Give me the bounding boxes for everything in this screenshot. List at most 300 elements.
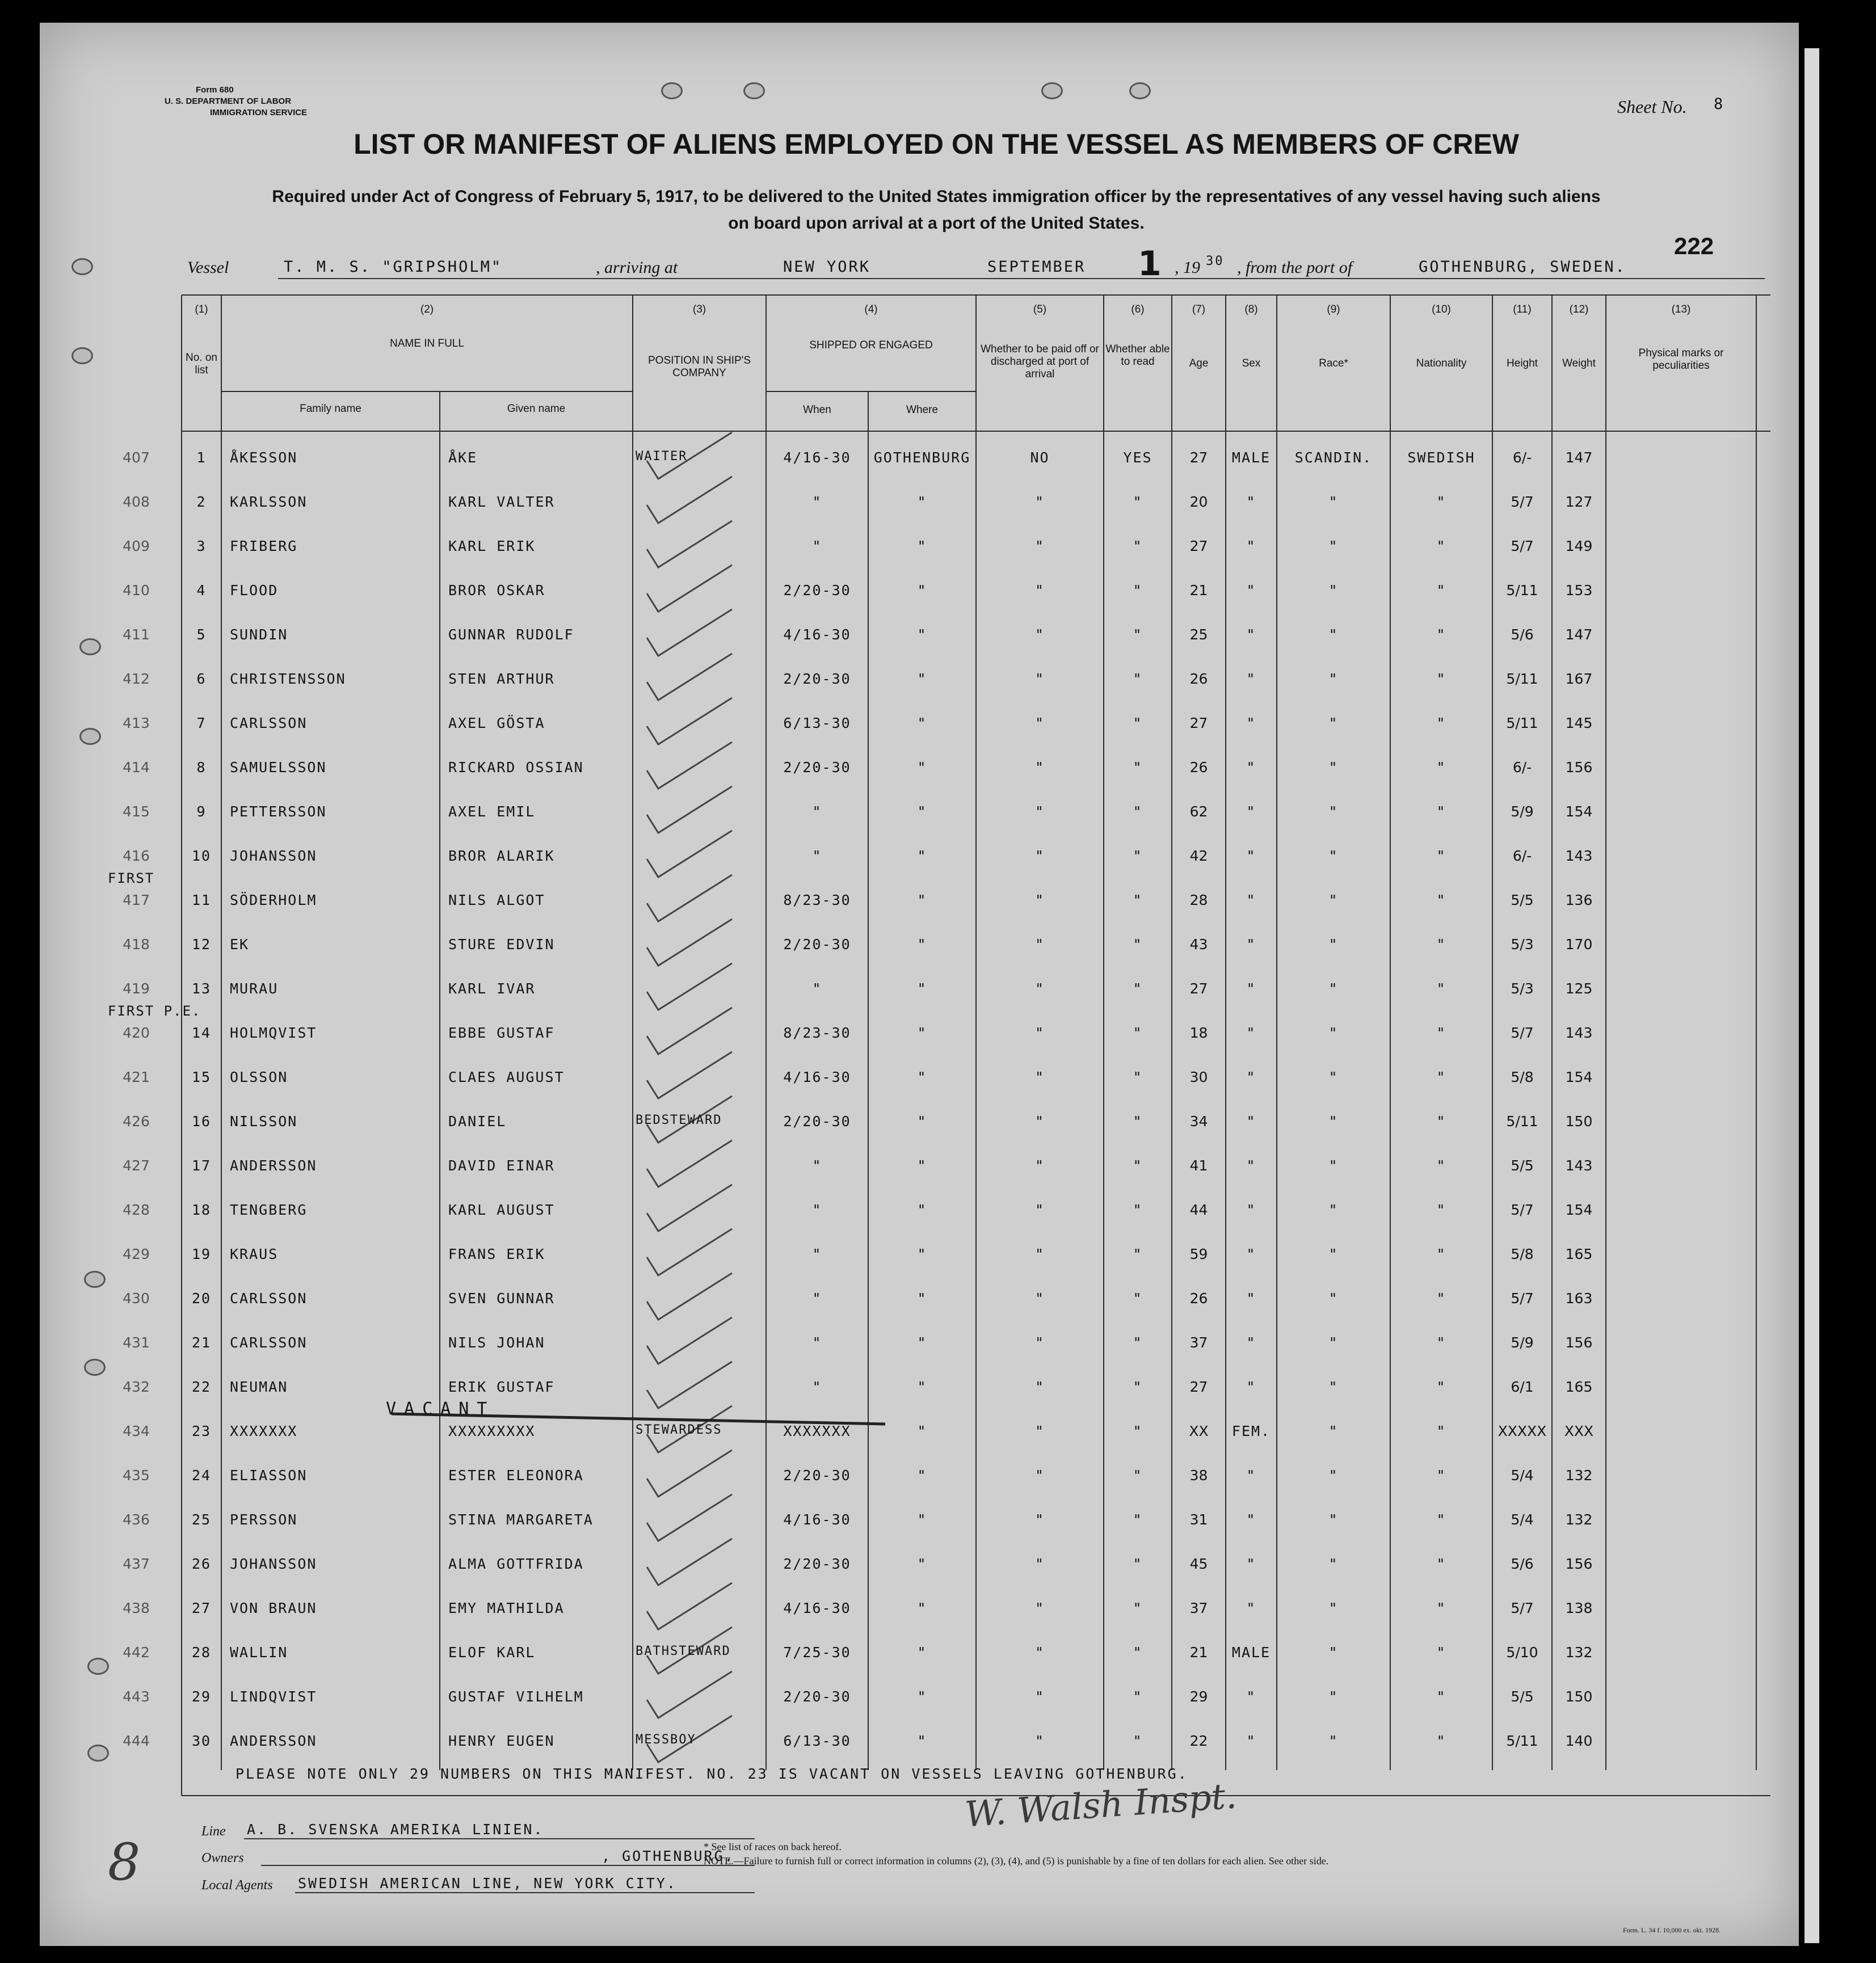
- sex: ": [1246, 1202, 1256, 1218]
- shipped-when: 7/25-30: [783, 1644, 851, 1661]
- shipped-when: 2/20-30: [783, 582, 851, 599]
- sex: ": [1246, 671, 1256, 687]
- arrival-year: 30: [1206, 254, 1225, 268]
- able-to-read: ": [1133, 759, 1143, 776]
- agents-value: SWEDISH AMERICAN LINE, NEW YORK CITY.: [298, 1875, 677, 1892]
- race: ": [1328, 1157, 1339, 1174]
- table-row: [0, 671, 1876, 715]
- age: 41: [1189, 1157, 1208, 1174]
- table-row: [0, 1334, 1876, 1379]
- col-sex: Sex: [1242, 357, 1261, 369]
- weight: 156: [1565, 759, 1593, 776]
- family-name: JOHANSSON: [230, 848, 317, 864]
- table-row: [0, 803, 1876, 848]
- table-row: [0, 1246, 1876, 1290]
- paid-off: ": [1034, 1246, 1045, 1262]
- races-note: * See list of races on back hereof.: [704, 1841, 842, 1852]
- punch-hole: [87, 1745, 109, 1762]
- arrival-month: SEPTEMBER: [987, 258, 1086, 276]
- shipped-where: ": [917, 671, 927, 687]
- line-value: A. B. SVENSKA AMERIKA LINIEN.: [247, 1821, 544, 1838]
- col-13-number: (13): [1671, 304, 1691, 315]
- race: ": [1328, 1113, 1339, 1130]
- ref-number: 442: [123, 1644, 150, 1661]
- nationality: ": [1436, 759, 1446, 776]
- vessel-label: Vessel: [187, 258, 229, 277]
- row-number: 22: [191, 1379, 212, 1395]
- table-row: [0, 980, 1876, 1025]
- able-to-read: ": [1133, 1246, 1143, 1262]
- owners-value: , GOTHENBURG.: [602, 1848, 735, 1864]
- nationality: ": [1436, 892, 1446, 908]
- ref-number: 412: [123, 671, 150, 687]
- given-name: DAVID EINAR: [448, 1157, 555, 1174]
- ref-number: 429: [123, 1246, 150, 1262]
- nationality: ": [1436, 671, 1446, 687]
- paid-off: ": [1034, 1733, 1045, 1749]
- family-name: TENGBERG: [230, 1202, 308, 1218]
- shipped-where: ": [917, 1069, 927, 1085]
- table-row: [0, 1379, 1876, 1423]
- shipped-where: ": [917, 1688, 927, 1705]
- col-3-number: (3): [692, 304, 706, 315]
- sex: ": [1246, 494, 1256, 510]
- shipped-when: 2/20-30: [783, 1467, 851, 1484]
- shipped-where: ": [917, 980, 927, 997]
- row-number: 11: [191, 892, 212, 908]
- sex: MALE: [1231, 1644, 1271, 1661]
- height: 6/-: [1512, 848, 1532, 864]
- height: 5/6: [1511, 626, 1534, 643]
- ref-number: 416: [123, 848, 150, 864]
- nationality: ": [1436, 715, 1446, 731]
- punch-hole: [743, 82, 765, 99]
- shipped-where: ": [917, 1423, 927, 1439]
- family-name: ÅKESSON: [230, 449, 298, 466]
- ref-number: 435: [123, 1467, 150, 1484]
- given-name: NILS JOHAN: [448, 1334, 545, 1351]
- age: 44: [1189, 1202, 1208, 1218]
- given-name: AXEL EMIL: [448, 803, 536, 820]
- row-number: 21: [191, 1334, 212, 1351]
- ref-number: 414: [123, 759, 150, 776]
- age: 27: [1189, 980, 1208, 997]
- ref-number: 434: [123, 1423, 150, 1439]
- family-name: SAMUELSSON: [230, 759, 327, 776]
- ref-number: 418: [123, 936, 150, 953]
- shipped-when: ": [812, 538, 822, 554]
- manifest-note: PLEASE NOTE ONLY 29 NUMBERS ON THIS MANIFEST. NO. 23 IS VACANT ON VESSELS LEAVING GOTHENBURG.: [235, 1766, 1188, 1782]
- nationality: ": [1436, 1290, 1446, 1307]
- age: 27: [1189, 715, 1208, 731]
- paid-off: ": [1034, 1423, 1045, 1439]
- table-row: [0, 936, 1876, 980]
- from-label: , from the port of: [1237, 258, 1353, 277]
- nationality: ": [1436, 1423, 1446, 1439]
- age: 25: [1189, 626, 1208, 643]
- weight: 153: [1565, 582, 1593, 599]
- sex: ": [1246, 715, 1256, 731]
- row-number: 12: [191, 936, 212, 953]
- shipped-when: 2/20-30: [783, 1556, 851, 1572]
- shipped-where: ": [917, 803, 927, 820]
- sex: ": [1246, 1467, 1256, 1484]
- given-name: EMY MATHILDA: [448, 1600, 565, 1616]
- sex: ": [1246, 1379, 1256, 1395]
- table-row: [0, 449, 1876, 494]
- family-name: FRIBERG: [230, 538, 298, 554]
- table-row: [0, 1003, 1876, 1069]
- shipped-when: 6/13-30: [783, 715, 851, 731]
- able-to-read: ": [1133, 1025, 1143, 1041]
- weight: XXX: [1564, 1423, 1594, 1439]
- punch-hole: [84, 1271, 106, 1288]
- height: 6/1: [1511, 1379, 1534, 1395]
- nationality: ": [1436, 1379, 1446, 1395]
- family-name: VON BRAUN: [230, 1600, 317, 1616]
- given-name: HENRY EUGEN: [448, 1733, 555, 1749]
- sex: ": [1246, 1334, 1256, 1351]
- weight: 136: [1565, 892, 1593, 908]
- ref-number: 432: [123, 1379, 150, 1395]
- height: 5/9: [1511, 803, 1534, 820]
- race: ": [1328, 1467, 1339, 1484]
- given-name: ERIK GUSTAF: [448, 1379, 555, 1395]
- height: 5/7: [1511, 538, 1534, 554]
- given-name: NILS ALGOT: [448, 892, 545, 908]
- paid-off: ": [1034, 1644, 1045, 1661]
- ref-number: 426: [123, 1113, 150, 1130]
- age: 26: [1189, 1290, 1208, 1307]
- height: 5/7: [1511, 494, 1534, 510]
- row-number: 16: [191, 1113, 212, 1130]
- able-to-read: ": [1133, 980, 1143, 997]
- family-name: WALLIN: [230, 1644, 288, 1661]
- given-name: STEN ARTHUR: [448, 671, 555, 687]
- vessel-name: T. M. S. "GRIPSHOLM": [284, 258, 503, 276]
- position: BATHSTEWARD: [636, 1644, 731, 1658]
- sex: ": [1246, 1025, 1256, 1041]
- row-number: 20: [191, 1290, 212, 1307]
- row-number: 24: [191, 1467, 212, 1484]
- form-number: Form 680: [196, 85, 234, 95]
- shipped-when: 2/20-30: [783, 1113, 851, 1130]
- paid-off: ": [1034, 803, 1045, 820]
- ref-number: 415: [123, 803, 150, 820]
- sex: ": [1246, 892, 1256, 908]
- height: 5/5: [1511, 1157, 1534, 1174]
- age: 38: [1189, 1467, 1208, 1484]
- col-1-number: (1): [195, 304, 208, 315]
- sheet-number: 8: [1714, 95, 1725, 113]
- ref-number: 427: [123, 1157, 150, 1174]
- able-to-read: ": [1133, 848, 1143, 864]
- row-number: 29: [191, 1688, 212, 1705]
- col-6-number: (6): [1131, 304, 1145, 315]
- position: BEDSTEWARD: [636, 1113, 722, 1127]
- height: XXXXX: [1498, 1423, 1547, 1439]
- shipped-where: ": [917, 494, 927, 510]
- race: ": [1328, 980, 1339, 997]
- ref-number: 411: [123, 626, 150, 643]
- ref-number: 438: [123, 1600, 150, 1616]
- col-9-number: (9): [1327, 304, 1340, 315]
- col-11-number: (11): [1513, 304, 1532, 315]
- age: 21: [1189, 1644, 1208, 1661]
- given-name: GUNNAR RUDOLF: [448, 626, 574, 643]
- sex: ": [1246, 1556, 1256, 1572]
- ref-number: 417: [123, 892, 150, 908]
- paid-off: ": [1034, 671, 1045, 687]
- document-subtitle-1: Required under Act of Congress of February 5, 1917, to be delivered to the United States immigration officer by the representatives of any vessel having such aliens: [272, 187, 1601, 206]
- weight: 154: [1565, 1069, 1593, 1085]
- table-row: [0, 1688, 1876, 1733]
- able-to-read: ": [1133, 892, 1143, 908]
- nationality: ": [1436, 1644, 1446, 1661]
- table-row: [0, 759, 1876, 803]
- weight: 143: [1565, 1157, 1593, 1174]
- row-number: 25: [191, 1511, 212, 1528]
- family-name: SÖDERHOLM: [230, 892, 317, 908]
- col-position: POSITION IN SHIP'S COMPANY: [648, 355, 751, 379]
- arrival-port: NEW YORK: [783, 258, 871, 276]
- paid-off: ": [1034, 494, 1045, 510]
- ref-number: 413: [123, 715, 150, 731]
- sex: ": [1246, 1688, 1256, 1705]
- able-to-read: ": [1133, 671, 1143, 687]
- weight: 167: [1565, 671, 1593, 687]
- col-when: When: [803, 404, 831, 416]
- sex: ": [1246, 1157, 1256, 1174]
- able-to-read: ": [1133, 1467, 1143, 1484]
- able-to-read: ": [1133, 1069, 1143, 1085]
- table-row: [0, 1467, 1876, 1511]
- sex: ": [1246, 936, 1256, 953]
- nationality: ": [1436, 1157, 1446, 1174]
- shipped-where: ": [917, 1644, 927, 1661]
- paid-off: ": [1034, 1113, 1045, 1130]
- row-number: 18: [191, 1202, 212, 1218]
- race: ": [1328, 1069, 1339, 1085]
- height: 5/6: [1511, 1556, 1534, 1572]
- agents-rule: [295, 1892, 755, 1893]
- sex: FEM.: [1231, 1423, 1271, 1439]
- line-label: Line: [201, 1824, 226, 1839]
- shipped-where: ": [917, 582, 927, 599]
- race: ": [1328, 538, 1339, 554]
- row-number: 3: [196, 538, 207, 554]
- shipped-when: 2/20-30: [783, 759, 851, 776]
- able-to-read: ": [1133, 1688, 1143, 1705]
- able-to-read: ": [1133, 1157, 1143, 1174]
- race: ": [1328, 1202, 1339, 1218]
- age: 37: [1189, 1600, 1208, 1616]
- nationality: ": [1436, 1334, 1446, 1351]
- col-given-name: Given name: [507, 403, 566, 415]
- shipped-where: ": [917, 1511, 927, 1528]
- shipped-when: ": [812, 494, 822, 510]
- table-row: [0, 538, 1876, 582]
- sex: ": [1246, 582, 1256, 599]
- age: 27: [1189, 538, 1208, 554]
- given-name: BROR ALARIK: [448, 848, 555, 864]
- height: 5/11: [1506, 1733, 1538, 1749]
- shipped-when: ": [812, 1157, 822, 1174]
- nationality: ": [1436, 1733, 1446, 1749]
- shipped-when: ": [812, 1290, 822, 1307]
- weight: 170: [1565, 936, 1593, 953]
- height: 6/-: [1512, 759, 1532, 776]
- age: 27: [1189, 1379, 1208, 1395]
- height: 6/-: [1512, 449, 1532, 466]
- paid-off: ": [1034, 1290, 1045, 1307]
- shipped-where: ": [917, 759, 927, 776]
- height: 5/7: [1511, 1600, 1534, 1616]
- weight: 165: [1565, 1379, 1593, 1395]
- table-row: [0, 848, 1876, 892]
- ref-number: 421: [123, 1069, 150, 1085]
- family-name: SUNDIN: [230, 626, 288, 643]
- race: ": [1328, 936, 1339, 953]
- age: 42: [1189, 848, 1208, 864]
- col-height: Height: [1507, 357, 1538, 369]
- shipped-where: ": [917, 538, 927, 554]
- height: 5/7: [1511, 1290, 1534, 1307]
- weight: 132: [1565, 1467, 1593, 1484]
- family-name: KRAUS: [230, 1246, 279, 1262]
- shipped-when: 8/23-30: [783, 892, 851, 908]
- race: ": [1328, 494, 1339, 510]
- given-name: STURE EDVIN: [448, 936, 555, 953]
- family-name: PERSSON: [230, 1511, 298, 1528]
- given-name: ELOF KARL: [448, 1644, 536, 1661]
- shipped-where: ": [917, 1202, 927, 1218]
- nationality: ": [1436, 626, 1446, 643]
- table-row: [0, 1202, 1876, 1246]
- shipped-where: ": [917, 1025, 927, 1041]
- shipped-when: 4/16-30: [783, 1069, 851, 1085]
- sex: ": [1246, 803, 1256, 820]
- weight: 143: [1565, 1025, 1593, 1041]
- row-number: 17: [191, 1157, 212, 1174]
- paid-off: NO: [1030, 449, 1050, 466]
- family-name: JOHANSSON: [230, 1556, 317, 1572]
- paid-off: ": [1034, 1379, 1045, 1395]
- row-number: 9: [196, 803, 207, 820]
- family-name: FLOOD: [230, 582, 279, 599]
- paid-off: ": [1034, 892, 1045, 908]
- shipped-where: ": [917, 1334, 927, 1351]
- shipped-where: ": [917, 848, 927, 864]
- punch-hole: [1129, 82, 1151, 99]
- shipped-when: ": [812, 803, 822, 820]
- able-to-read: ": [1133, 1556, 1143, 1572]
- height: 5/8: [1511, 1246, 1534, 1262]
- height: 5/11: [1506, 715, 1538, 731]
- race: SCANDIN.: [1294, 449, 1373, 466]
- punch-hole: [661, 82, 683, 99]
- race: ": [1328, 671, 1339, 687]
- able-to-read: ": [1133, 582, 1143, 599]
- punch-hole: [87, 1658, 109, 1675]
- able-to-read: ": [1133, 1290, 1143, 1307]
- col-paid-off: Whether to be paid off or discharged at port of arrival: [981, 343, 1099, 380]
- nationality: ": [1436, 582, 1446, 599]
- nationality: ": [1436, 1600, 1446, 1616]
- sex: ": [1246, 848, 1256, 864]
- shipped-when: 4/16-30: [783, 626, 851, 643]
- service-label: IMMIGRATION SERVICE: [210, 108, 308, 117]
- shipped-when: 8/23-30: [783, 1025, 851, 1041]
- row-number: 13: [191, 980, 212, 997]
- row-number: 5: [196, 626, 207, 643]
- age: 30: [1189, 1069, 1208, 1085]
- family-name: EK: [230, 936, 250, 953]
- height: 5/3: [1511, 980, 1534, 997]
- arrival-day: 1: [1138, 244, 1162, 284]
- paid-off: ": [1034, 626, 1045, 643]
- shipped-when: ": [812, 1246, 822, 1262]
- position: WAITER: [636, 449, 688, 464]
- age: 45: [1189, 1556, 1208, 1572]
- punch-hole: [79, 728, 101, 745]
- given-name: XXXXXXXXX: [448, 1423, 536, 1439]
- row-annotation: VACANT: [386, 1399, 495, 1419]
- able-to-read: ": [1133, 715, 1143, 731]
- ref-number: 428: [123, 1202, 150, 1218]
- shipped-where: ": [917, 892, 927, 908]
- ref-number: 410: [123, 582, 150, 599]
- given-name: DANIEL: [448, 1113, 507, 1130]
- sex: ": [1246, 1600, 1256, 1616]
- paid-off: ": [1034, 1511, 1045, 1528]
- weight: 149: [1565, 538, 1593, 554]
- paid-off: ": [1034, 980, 1045, 997]
- ref-number: 407: [123, 449, 150, 466]
- document-title: LIST OR MANIFEST OF ALIENS EMPLOYED ON THE VESSEL AS MEMBERS OF CREW: [354, 128, 1519, 160]
- sex: ": [1246, 1733, 1256, 1749]
- col-marks: Physical marks or peculiarities: [1638, 347, 1724, 372]
- department-label: U. S. DEPARTMENT OF LABOR: [165, 96, 292, 106]
- race: ": [1328, 1733, 1339, 1749]
- age: 27: [1189, 449, 1208, 466]
- race: ": [1328, 1290, 1339, 1307]
- shipped-when: 6/13-30: [783, 1733, 851, 1749]
- family-name: ANDERSSON: [230, 1157, 317, 1174]
- family-name: MURAU: [230, 980, 279, 997]
- family-name: HOLMQVIST: [230, 1025, 317, 1041]
- row-number: 6: [196, 671, 207, 687]
- table-row: [0, 494, 1876, 538]
- shipped-when: 4/16-30: [783, 449, 851, 466]
- nationality: ": [1436, 1025, 1446, 1041]
- paid-off: ": [1034, 1069, 1045, 1085]
- shipped-where: ": [917, 936, 927, 953]
- age: 26: [1189, 671, 1208, 687]
- given-name: FRANS ERIK: [448, 1246, 545, 1262]
- col-able-read: Whether able to read: [1105, 343, 1170, 368]
- col-age: Age: [1189, 357, 1209, 369]
- table-row: [0, 1157, 1876, 1202]
- col-12-number: (12): [1569, 304, 1589, 315]
- year-label: , 19: [1175, 258, 1200, 277]
- shipped-when: 4/16-30: [783, 1511, 851, 1528]
- race: ": [1328, 626, 1339, 643]
- punch-hole: [71, 347, 93, 364]
- col-7-number: (7): [1192, 304, 1206, 315]
- line-rule: [244, 1838, 755, 1839]
- given-name: ÅKE: [448, 449, 478, 466]
